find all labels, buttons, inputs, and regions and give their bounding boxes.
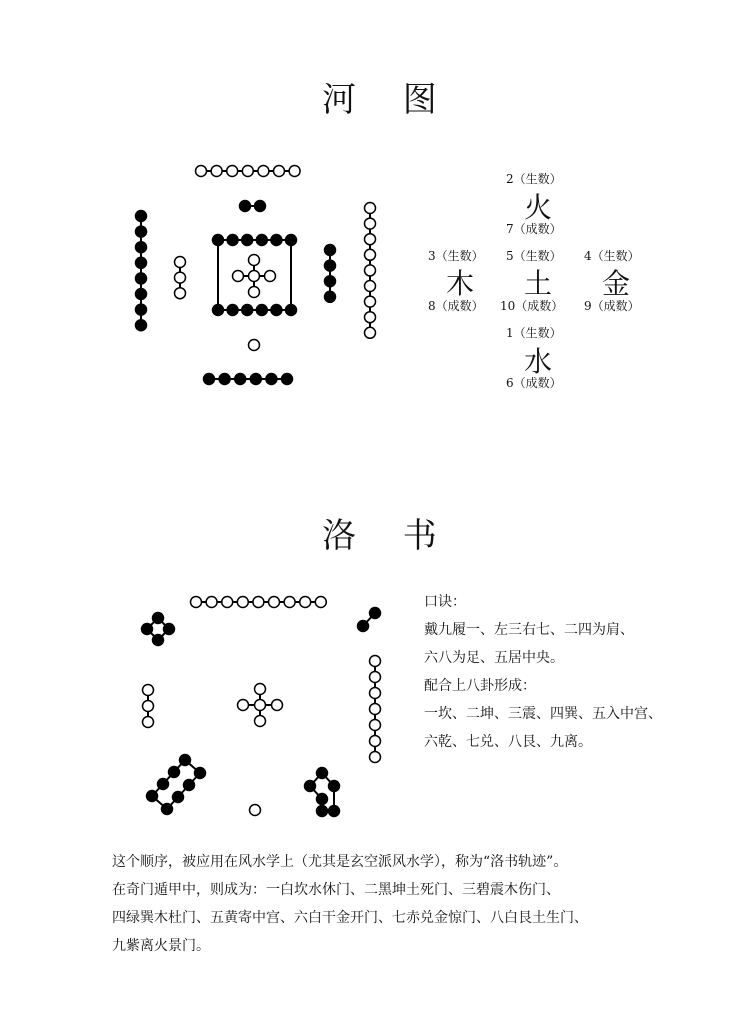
earth-element: 土 (524, 267, 553, 300)
yin-dot (358, 621, 369, 632)
yang-dot (253, 597, 264, 608)
earth-sheng: 5（生数） (506, 249, 562, 263)
yin-dot (266, 374, 277, 385)
paragraph-line: 这个顺序，被应用在风水学上（尤其是玄空派风水学），称为“洛书轨迹”。 (112, 854, 568, 870)
yin-dot (256, 235, 267, 246)
yin-dot (173, 792, 184, 803)
yang-dot (242, 166, 253, 177)
yin-dot (169, 767, 180, 778)
fire-cheng: 7（成数） (506, 222, 562, 236)
wood-element: 木 (446, 267, 475, 300)
yang-dot (365, 249, 376, 260)
yin-dot (136, 211, 147, 222)
yin-dot (136, 242, 147, 253)
yang-dot (300, 597, 311, 608)
yang-dot (370, 672, 381, 683)
metal-cheng: 9（成数） (584, 299, 640, 313)
yin-dot (329, 806, 340, 817)
mnemonic-line: 戴九履一、左三右七、二四为肩、 (424, 622, 634, 638)
yang-dot (227, 166, 238, 177)
yang-dot (237, 597, 248, 608)
yang-dot (365, 281, 376, 292)
yang-dot (249, 255, 260, 266)
yang-dot (175, 288, 186, 299)
yin-dot (370, 608, 381, 619)
yang-dot (143, 717, 154, 728)
yang-dot (284, 597, 295, 608)
yin-dot (256, 305, 267, 316)
yang-dot (233, 271, 244, 282)
wood-sheng: 3（生数） (428, 249, 484, 263)
luoshu-title: 洛 书 (322, 516, 455, 556)
water-sheng: 1（生数） (506, 326, 562, 340)
yin-dot (242, 305, 253, 316)
yin-dot (271, 235, 282, 246)
yin-dot (142, 624, 153, 635)
yang-dot (143, 685, 154, 696)
yang-dot (249, 287, 260, 298)
yin-dot (286, 305, 297, 316)
yin-dot (147, 791, 158, 802)
yin-dot (153, 635, 164, 646)
yin-dot (227, 235, 238, 246)
yang-dot (191, 597, 202, 608)
hetu-title: 河 图 (322, 80, 455, 120)
wood-cheng: 8（成数） (428, 299, 484, 313)
yin-dot (317, 768, 328, 779)
water-cheng: 6（成数） (506, 376, 562, 390)
yang-dot (365, 218, 376, 229)
yin-dot (325, 291, 336, 302)
yin-dot (255, 201, 266, 212)
yang-dot (222, 597, 233, 608)
yang-dot (365, 312, 376, 323)
mnemonic-line: 六乾、七兑、八艮、九离。 (424, 734, 592, 750)
yang-dot (370, 688, 381, 699)
connector-line (152, 760, 185, 796)
yang-dot (249, 340, 260, 351)
yang-dot (370, 736, 381, 747)
fire-element: 火 (524, 191, 553, 224)
yang-dot (365, 296, 376, 307)
yang-dot (265, 271, 276, 282)
metal-sheng: 4（生数） (584, 249, 640, 263)
yin-dot (158, 779, 169, 790)
yang-dot (370, 720, 381, 731)
yin-dot (317, 794, 328, 805)
luoshu-diagram (142, 597, 381, 817)
hetu-diagram (136, 166, 376, 385)
yang-dot (238, 700, 249, 711)
yang-dot (370, 752, 381, 763)
yin-dot (136, 289, 147, 300)
yin-dot (282, 374, 293, 385)
mnemonic-line: 六八为足、五居中央。 (424, 650, 564, 666)
mnemonic-block (424, 588, 662, 756)
mnemonic-title: 口诀： (424, 594, 466, 610)
yang-dot (143, 701, 154, 712)
yin-dot (325, 260, 336, 271)
yang-dot (255, 684, 266, 695)
yin-dot (136, 257, 147, 268)
yang-dot (255, 716, 266, 727)
yin-dot (204, 374, 215, 385)
yin-dot (136, 226, 147, 237)
yin-dot (213, 305, 224, 316)
yang-dot (175, 257, 186, 268)
yang-dot (370, 656, 381, 667)
yang-dot (274, 166, 285, 177)
yin-dot (317, 806, 328, 817)
yin-dot (325, 276, 336, 287)
yin-dot (180, 755, 191, 766)
yin-dot (219, 374, 230, 385)
yin-dot (136, 273, 147, 284)
yang-dot (365, 265, 376, 276)
paragraph-line: 在奇门遁甲中，则成为：一白坎水休门、二黑坤土死门、三碧震木伤门、 (112, 882, 560, 898)
mnemonic-line: 一坎、二坤、三震、四巽、五入中宫、 (424, 706, 662, 722)
yin-dot (235, 374, 246, 385)
yang-dot (211, 166, 222, 177)
yang-dot (269, 597, 280, 608)
yin-dot (136, 320, 147, 331)
yin-dot (136, 304, 147, 315)
yin-dot (164, 624, 175, 635)
yang-dot (250, 805, 261, 816)
yin-dot (240, 201, 251, 212)
yin-dot (325, 245, 336, 256)
yin-dot (271, 305, 282, 316)
yin-dot (286, 235, 297, 246)
bottom-paragraph (112, 848, 588, 960)
yang-dot (255, 700, 266, 711)
yin-dot (242, 235, 253, 246)
yin-dot (153, 613, 164, 624)
yin-dot (227, 305, 238, 316)
yin-dot (184, 780, 195, 791)
fire-sheng: 2（生数） (506, 172, 562, 186)
yang-dot (206, 597, 217, 608)
connector-line (167, 773, 200, 809)
yang-dot (249, 271, 260, 282)
metal-element: 金 (602, 267, 631, 300)
yin-dot (305, 781, 316, 792)
paragraph-line: 九紫离火景门。 (112, 938, 210, 954)
yin-dot (329, 781, 340, 792)
yang-dot (258, 166, 269, 177)
yang-dot (365, 234, 376, 245)
earth-cheng: 10（成数） (500, 299, 564, 313)
yang-dot (289, 166, 300, 177)
yin-dot (250, 374, 261, 385)
paragraph-line: 四绿巽木杜门、五黄寄中宫、六白干金开门、七赤兑金惊门、八白艮土生门、 (112, 910, 588, 926)
yin-dot (213, 235, 224, 246)
yang-dot (365, 327, 376, 338)
yang-dot (272, 700, 283, 711)
yang-dot (315, 597, 326, 608)
yang-dot (175, 272, 186, 283)
yang-dot (370, 704, 381, 715)
yang-dot (196, 166, 207, 177)
water-element: 水 (524, 345, 553, 378)
yin-dot (195, 768, 206, 779)
yin-dot (162, 804, 173, 815)
mnemonic-line: 配合上八卦形成： (424, 678, 536, 694)
yang-dot (365, 203, 376, 214)
